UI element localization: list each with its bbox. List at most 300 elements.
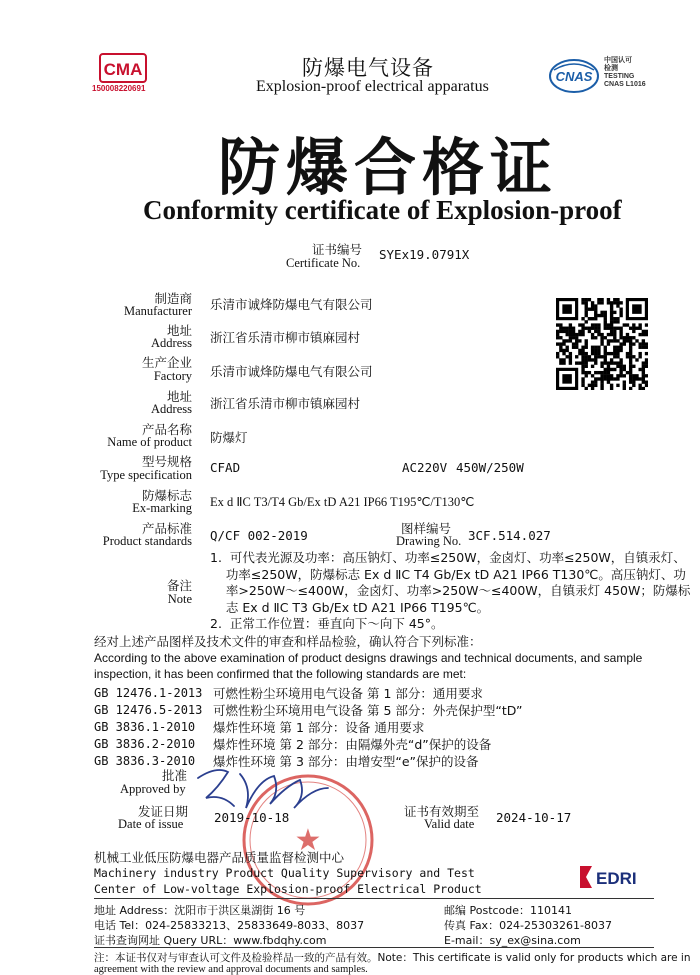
qr-module bbox=[556, 336, 559, 339]
qr-module bbox=[581, 371, 584, 374]
qr-module bbox=[581, 355, 584, 358]
qr-module bbox=[556, 355, 559, 358]
qr-module bbox=[588, 327, 591, 330]
qr-module bbox=[572, 330, 575, 333]
qr-module bbox=[572, 333, 575, 336]
qr-module bbox=[613, 361, 616, 364]
qr-module bbox=[600, 361, 603, 364]
statement-cn: 经对上述产品图样及技术文件的审查和样品检验，确认符合下列标准： bbox=[94, 634, 482, 649]
note-line: 志 Ex d ⅡC T3 Gb/Ex tD A21 IP66 T195℃。 bbox=[210, 599, 490, 615]
qr-module bbox=[638, 346, 641, 349]
qr-module bbox=[581, 298, 584, 301]
address-label-en: Address bbox=[151, 336, 192, 350]
qr-module bbox=[604, 336, 607, 339]
qr-module bbox=[616, 374, 619, 377]
qr-module bbox=[613, 346, 616, 349]
qr-module bbox=[610, 368, 613, 371]
footer-divider bbox=[94, 898, 654, 899]
qr-module bbox=[610, 308, 613, 311]
qr-module bbox=[585, 387, 588, 390]
qr-module bbox=[626, 371, 629, 374]
edri-logo-text: EDRI bbox=[596, 869, 637, 888]
qr-module bbox=[607, 361, 610, 364]
cnas-text-line: 中国认可 bbox=[604, 57, 632, 64]
qr-module bbox=[635, 339, 638, 342]
qr-module bbox=[597, 355, 600, 358]
qr-module bbox=[635, 327, 638, 330]
qr-module bbox=[581, 384, 584, 387]
qr-module bbox=[629, 365, 632, 368]
qr-module bbox=[588, 358, 591, 361]
qr-module bbox=[569, 358, 572, 361]
qr-module bbox=[591, 358, 594, 361]
qr-module bbox=[604, 317, 607, 320]
qr-module bbox=[619, 314, 622, 317]
qr-module bbox=[559, 327, 562, 330]
qr-module bbox=[581, 380, 584, 383]
footer-email[interactable]: E-mail：sy_ex@sina.com bbox=[444, 934, 581, 947]
qr-module bbox=[629, 361, 632, 364]
lab-name-en-line1: Machinery industry Product Quality Supervisory and Test bbox=[94, 866, 475, 880]
qr-module bbox=[562, 349, 565, 352]
qr-module bbox=[623, 368, 626, 371]
qr-module bbox=[604, 320, 607, 323]
qr-module bbox=[632, 327, 635, 330]
qr-module bbox=[604, 374, 607, 377]
qr-module bbox=[604, 346, 607, 349]
qr-module bbox=[613, 377, 616, 380]
edri-logo bbox=[576, 862, 650, 892]
qr-module bbox=[581, 323, 584, 326]
qr-module bbox=[610, 374, 613, 377]
qr-module bbox=[566, 339, 569, 342]
qr-module bbox=[569, 327, 572, 330]
qr-module bbox=[581, 330, 584, 333]
qr-module bbox=[578, 361, 581, 364]
qr-module bbox=[638, 333, 641, 336]
factory-address-value: 浙江省乐清市柳市镇麻园村 bbox=[210, 396, 361, 411]
qr-module bbox=[610, 358, 613, 361]
qr-module bbox=[638, 342, 641, 345]
qr-module bbox=[559, 323, 562, 326]
standard-desc: 可燃性粉尘环境用电气设备 第 5 部分：外壳保护型“tD” bbox=[213, 703, 523, 718]
qr-module bbox=[610, 333, 613, 336]
factory-address-label-en: Address bbox=[151, 402, 192, 416]
ex-marking-label-en: Ex-marking bbox=[132, 501, 192, 515]
qr-module bbox=[581, 349, 584, 352]
qr-module bbox=[613, 349, 616, 352]
qr-module bbox=[597, 298, 600, 301]
qr-module bbox=[607, 333, 610, 336]
qr-module bbox=[604, 355, 607, 358]
qr-module bbox=[585, 352, 588, 355]
qr-module bbox=[588, 384, 591, 387]
qr-module bbox=[616, 365, 619, 368]
qr-module bbox=[610, 352, 613, 355]
qr-module bbox=[642, 380, 645, 383]
qr-module bbox=[594, 336, 597, 339]
qr-module bbox=[575, 342, 578, 345]
qr-module bbox=[619, 333, 622, 336]
qr-module bbox=[607, 301, 610, 304]
qr-module bbox=[597, 323, 600, 326]
standard-code: GB 12476.1-2013 bbox=[94, 686, 203, 700]
qr-module bbox=[588, 308, 591, 311]
qr-module bbox=[610, 327, 613, 330]
qr-module bbox=[638, 387, 641, 390]
qr-module bbox=[619, 308, 622, 311]
qr-module bbox=[607, 298, 610, 301]
qr-module bbox=[578, 349, 581, 352]
product-standards-value: Q/CF 002-2019 bbox=[210, 528, 308, 543]
qr-module bbox=[607, 380, 610, 383]
qr-module bbox=[569, 352, 572, 355]
qr-module bbox=[562, 330, 565, 333]
product-name-value: 防爆灯 bbox=[210, 430, 248, 445]
qr-module bbox=[629, 336, 632, 339]
qr-module bbox=[585, 358, 588, 361]
qr-module bbox=[610, 314, 613, 317]
qr-module bbox=[600, 342, 603, 345]
qr-module bbox=[610, 323, 613, 326]
qr-module bbox=[591, 387, 594, 390]
title-cn: 防爆合格证 bbox=[218, 131, 559, 204]
qr-module bbox=[635, 377, 638, 380]
qr-module bbox=[559, 346, 562, 349]
qr-module bbox=[629, 352, 632, 355]
qr-module bbox=[619, 361, 622, 364]
qr-module bbox=[597, 314, 600, 317]
qr-module bbox=[607, 323, 610, 326]
qr-module bbox=[619, 349, 622, 352]
qr-module bbox=[645, 361, 648, 364]
footer-note-line2: agreement with the review and approval documents and samples. bbox=[94, 964, 368, 975]
qr-module bbox=[638, 355, 641, 358]
qr-module bbox=[588, 330, 591, 333]
qr-module bbox=[585, 311, 588, 314]
qr-module bbox=[629, 371, 632, 374]
qr-module bbox=[616, 298, 619, 301]
qr-module bbox=[642, 368, 645, 371]
qr-module bbox=[600, 333, 603, 336]
qr-module bbox=[629, 349, 632, 352]
cnas-logo-text: CNAS bbox=[555, 69, 593, 84]
qr-module bbox=[597, 330, 600, 333]
qr-module bbox=[566, 333, 569, 336]
qr-module bbox=[642, 374, 645, 377]
product-name-label-cn: 产品名称 bbox=[141, 422, 192, 437]
qr-module bbox=[585, 298, 588, 301]
qr-module bbox=[594, 308, 597, 311]
qr-module bbox=[613, 333, 616, 336]
qr-module bbox=[610, 304, 613, 307]
qr-module bbox=[594, 371, 597, 374]
qr-module bbox=[635, 358, 638, 361]
qr-module bbox=[610, 361, 613, 364]
qr-module bbox=[585, 371, 588, 374]
qr-module bbox=[591, 349, 594, 352]
note-line: 率>250W～≤400W，金卤灯、功率>250W～≤400W，自镇汞灯 450W；防爆标 bbox=[210, 583, 691, 598]
qr-module bbox=[588, 371, 591, 374]
qr-module bbox=[594, 346, 597, 349]
qr-module bbox=[594, 330, 597, 333]
qr-module bbox=[642, 330, 645, 333]
qr-module bbox=[629, 339, 632, 342]
qr-module bbox=[619, 327, 622, 330]
qr-module bbox=[619, 358, 622, 361]
qr-module bbox=[616, 352, 619, 355]
qr-module bbox=[629, 346, 632, 349]
qr-module bbox=[619, 311, 622, 314]
footer-divider bbox=[94, 947, 654, 948]
approved-label-cn: 批准 bbox=[162, 768, 188, 783]
header-title-en: Explosion-proof electrical apparatus bbox=[256, 78, 489, 95]
type-spec-value: CFAD bbox=[210, 460, 241, 475]
qr-module bbox=[613, 368, 616, 371]
valid-date-label-en: Valid date bbox=[424, 817, 475, 831]
qr-module bbox=[619, 365, 622, 368]
qr-module bbox=[588, 317, 591, 320]
qr-module bbox=[597, 333, 600, 336]
qr-module bbox=[591, 336, 594, 339]
qr-module bbox=[613, 298, 616, 301]
qr-module bbox=[604, 311, 607, 314]
qr-module bbox=[629, 342, 632, 345]
qr-module bbox=[604, 371, 607, 374]
qr-module bbox=[591, 317, 594, 320]
standard-desc: 可燃性粉尘环境用电气设备 第 1 部分：通用要求 bbox=[213, 686, 483, 701]
qr-module bbox=[638, 368, 641, 371]
qr-module bbox=[562, 339, 565, 342]
qr-module bbox=[610, 384, 613, 387]
qr-module bbox=[585, 355, 588, 358]
qr-module bbox=[594, 317, 597, 320]
certificate-label-cn: 证书编号 bbox=[312, 242, 363, 257]
qr-module bbox=[616, 304, 619, 307]
qr-module bbox=[616, 301, 619, 304]
qr-module bbox=[578, 333, 581, 336]
qr-module bbox=[607, 327, 610, 330]
qr-module bbox=[613, 330, 616, 333]
qr-module bbox=[559, 361, 562, 364]
qr-module bbox=[616, 355, 619, 358]
qr-code bbox=[556, 298, 648, 390]
qr-module bbox=[604, 368, 607, 371]
qr-module bbox=[585, 304, 588, 307]
footer-address: 地址 Address：沈阳市于洪区巢湖街 16 号 bbox=[94, 904, 306, 917]
qr-module bbox=[591, 304, 594, 307]
title-en: Conformity certificate of Explosion-proof bbox=[143, 195, 622, 225]
qr-module bbox=[591, 333, 594, 336]
qr-module bbox=[645, 384, 648, 387]
qr-module bbox=[585, 301, 588, 304]
factory-label-cn: 生产企业 bbox=[141, 355, 192, 370]
qr-module bbox=[591, 327, 594, 330]
qr-module bbox=[626, 355, 629, 358]
header-title-cn: 防爆电气设备 bbox=[302, 56, 434, 80]
qr-module bbox=[566, 349, 569, 352]
qr-module bbox=[610, 377, 613, 380]
qr-module bbox=[638, 327, 641, 330]
qr-module bbox=[613, 339, 616, 342]
qr-module bbox=[600, 301, 603, 304]
qr-module bbox=[613, 336, 616, 339]
cnas-text bbox=[604, 57, 646, 89]
qr-module bbox=[566, 355, 569, 358]
qr-module bbox=[591, 352, 594, 355]
qr-module bbox=[597, 327, 600, 330]
qr-module bbox=[629, 368, 632, 371]
qr-module bbox=[588, 298, 591, 301]
qr-module bbox=[559, 358, 562, 361]
qr-module bbox=[591, 308, 594, 311]
qr-module bbox=[619, 342, 622, 345]
footer-url[interactable]: 证书查询网址 Query URL：www.fbdqhy.com bbox=[94, 934, 327, 947]
cma-logo-text: CMA bbox=[103, 60, 143, 79]
drawing-no-label-en: Drawing No. bbox=[396, 534, 462, 548]
qr-module bbox=[585, 342, 588, 345]
qr-module bbox=[597, 301, 600, 304]
qr-module bbox=[585, 374, 588, 377]
qr-module bbox=[638, 377, 641, 380]
qr-module bbox=[600, 355, 603, 358]
qr-module bbox=[616, 339, 619, 342]
qr-module bbox=[581, 301, 584, 304]
qr-module bbox=[581, 346, 584, 349]
qr-module bbox=[629, 374, 632, 377]
footer-fax: 传真 Fax：024-25303261-8037 bbox=[444, 919, 612, 932]
note-line: 功率≤250W，防爆标志 Ex d ⅡC T4 Gb/Ex tD A21 IP66 T130℃。高压钠灯、功 bbox=[210, 566, 686, 582]
qr-module bbox=[629, 327, 632, 330]
qr-module bbox=[597, 377, 600, 380]
qr-module bbox=[616, 361, 619, 364]
qr-module bbox=[613, 352, 616, 355]
notes-block bbox=[210, 550, 690, 633]
qr-module bbox=[632, 384, 635, 387]
qr-module bbox=[642, 361, 645, 364]
note-label-cn: 备注 bbox=[166, 578, 192, 593]
cnas-text-line: TESTING bbox=[604, 73, 635, 80]
qr-module bbox=[575, 346, 578, 349]
qr-module bbox=[638, 352, 641, 355]
qr-module bbox=[566, 327, 569, 330]
qr-module bbox=[604, 361, 607, 364]
qr-module bbox=[642, 342, 645, 345]
type-spec-voltage: AC220V bbox=[402, 460, 448, 475]
qr-module bbox=[613, 327, 616, 330]
qr-module bbox=[604, 323, 607, 326]
qr-module bbox=[585, 320, 588, 323]
qr-module bbox=[600, 336, 603, 339]
qr-finder bbox=[632, 304, 642, 314]
qr-module bbox=[581, 327, 584, 330]
qr-module bbox=[632, 355, 635, 358]
qr-module bbox=[616, 384, 619, 387]
qr-module bbox=[610, 330, 613, 333]
qr-module bbox=[591, 346, 594, 349]
qr-module bbox=[585, 346, 588, 349]
statement-en-line1: According to the above examination of product designs drawings and technical documents, and sample bbox=[94, 651, 643, 665]
qr-module bbox=[604, 314, 607, 317]
qr-module bbox=[607, 352, 610, 355]
qr-module bbox=[610, 301, 613, 304]
qr-module bbox=[642, 333, 645, 336]
qr-module bbox=[645, 342, 648, 345]
qr-module bbox=[600, 365, 603, 368]
qr-finder bbox=[562, 304, 572, 314]
cnas-text-line: CNAS L1016 bbox=[604, 81, 646, 88]
qr-module bbox=[588, 355, 591, 358]
qr-module bbox=[645, 346, 648, 349]
qr-module bbox=[600, 371, 603, 374]
qr-module bbox=[578, 323, 581, 326]
qr-module bbox=[610, 317, 613, 320]
qr-module bbox=[594, 327, 597, 330]
issue-date-label-en: Date of issue bbox=[118, 817, 184, 831]
qr-module bbox=[623, 374, 626, 377]
qr-module bbox=[632, 336, 635, 339]
product-name-label-en: Name of product bbox=[107, 435, 192, 449]
qr-module bbox=[562, 327, 565, 330]
qr-module bbox=[632, 365, 635, 368]
qr-module bbox=[638, 323, 641, 326]
qr-module bbox=[610, 311, 613, 314]
qr-module bbox=[607, 368, 610, 371]
factory-label-en: Factory bbox=[153, 369, 192, 383]
type-spec-power: 450W/250W bbox=[456, 460, 524, 475]
svg-text:★: ★ bbox=[294, 823, 322, 858]
qr-module bbox=[581, 358, 584, 361]
qr-module bbox=[591, 374, 594, 377]
qr-module bbox=[616, 320, 619, 323]
qr-module bbox=[619, 330, 622, 333]
qr-module bbox=[581, 333, 584, 336]
note-line: 1. 可代表光源及功率：高压钠灯、功率≤250W，金卤灯、功率≤250W，自镇汞灯、 bbox=[210, 550, 686, 565]
qr-module bbox=[629, 377, 632, 380]
qr-module bbox=[600, 298, 603, 301]
qr-module bbox=[581, 317, 584, 320]
type-spec-label-cn: 型号规格 bbox=[141, 454, 192, 469]
qr-module bbox=[594, 384, 597, 387]
qr-module bbox=[569, 333, 572, 336]
qr-module bbox=[638, 384, 641, 387]
qr-module bbox=[632, 374, 635, 377]
qr-module bbox=[645, 323, 648, 326]
qr-module bbox=[556, 330, 559, 333]
qr-module bbox=[613, 311, 616, 314]
qr-module bbox=[559, 342, 562, 345]
qr-module bbox=[626, 339, 629, 342]
approved-label-en: Approved by bbox=[120, 782, 186, 796]
qr-module bbox=[610, 339, 613, 342]
qr-module bbox=[591, 301, 594, 304]
qr-module bbox=[632, 380, 635, 383]
qr-module bbox=[600, 339, 603, 342]
qr-module bbox=[642, 346, 645, 349]
qr-module bbox=[632, 330, 635, 333]
qr-module bbox=[616, 317, 619, 320]
qr-module bbox=[585, 365, 588, 368]
note-label-en: Note bbox=[167, 592, 192, 606]
qr-finder bbox=[562, 374, 572, 384]
qr-module bbox=[572, 346, 575, 349]
qr-module bbox=[585, 314, 588, 317]
qr-module bbox=[626, 336, 629, 339]
qr-module bbox=[635, 374, 638, 377]
qr-module bbox=[591, 384, 594, 387]
qr-module bbox=[607, 374, 610, 377]
qr-module bbox=[581, 377, 584, 380]
